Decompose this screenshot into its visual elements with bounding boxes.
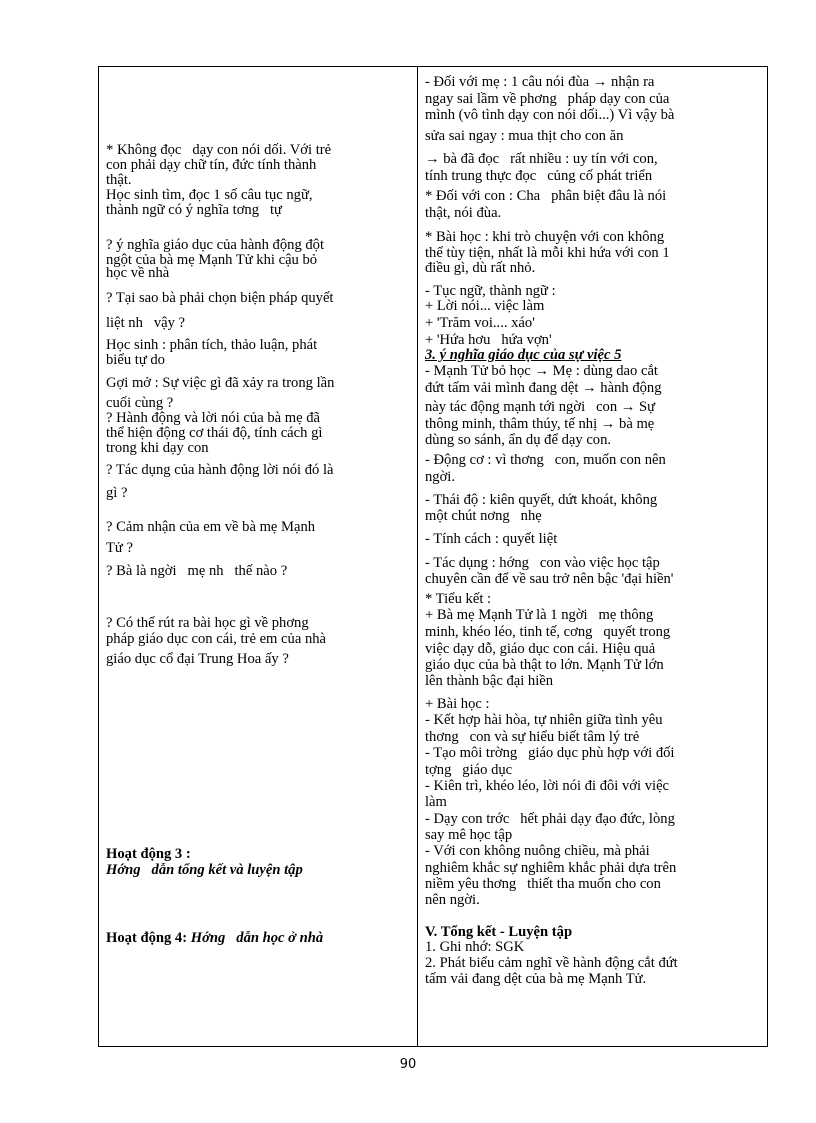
- right-column-line: - Dạy con trớc hết phải dạy đạo đức, lòng: [425, 811, 675, 827]
- right-column-line: * Bài học : khi trò chuyện với con không: [425, 229, 665, 245]
- left-column-line: biểu tự do: [106, 352, 165, 368]
- left-column-line: thành ngữ có ý nghĩa tơng tự: [106, 202, 282, 218]
- right-column-line: mình (vô tình dạy con nói dối...) Vì vậy bà: [425, 107, 675, 123]
- right-column-line: - Tục ngữ, thành ngữ :: [425, 283, 556, 299]
- right-column-line: thể tùy tiện, nhất là mỗi khi hứa với con 1: [425, 245, 670, 261]
- right-column-line: - Kiên trì, khéo léo, lời nói đi đôi với việc: [425, 778, 670, 794]
- left-column-line: thể hiện động cơ thái độ, tính cách gì: [106, 425, 323, 441]
- right-column-line: - Mạnh Tử bỏ học → Mẹ : dùng dao cắt: [425, 363, 658, 379]
- left-column-line: ? Tác dụng của hành động lời nói đó là: [106, 462, 334, 478]
- right-column-line: - Thái độ : kiên quyết, dứt khoát, không: [425, 492, 658, 508]
- right-column-line: giáo dục của bà thật to lớn. Mạnh Tử lớn: [425, 657, 664, 673]
- left-column-line: giáo dục cổ đại Trung Hoa ấy ?: [106, 651, 289, 667]
- right-column-line: * Tiểu kết :: [425, 591, 492, 607]
- left-column-line: Gợi mở : Sự việc gì đã xảy ra trong lần: [106, 375, 335, 391]
- right-column-line: việc dạy dỗ, giáo dục con cái. Hiệu quả: [425, 641, 656, 657]
- right-column-line: → bà đã đọc rất nhiều : uy tín với con,: [425, 151, 658, 167]
- left-column-line: ? Hành động và lời nói của bà mẹ đã: [106, 410, 320, 426]
- left-column-line: học về nhà: [106, 265, 170, 281]
- right-column-line: thông minh, thâm thúy, tế nhị → bà mẹ: [425, 416, 655, 432]
- right-column-line: chuyên cần để về sau trở nên bậc 'đại hiền': [425, 571, 674, 587]
- left-column-line: pháp giáo dục con cái, trẻ em của nhà: [106, 631, 327, 647]
- right-column-line: V. Tổng kết - Luyện tập: [425, 924, 573, 940]
- left-column-line: Học sinh : phân tích, thảo luận, phát: [106, 337, 318, 353]
- right-column-line: tợng giáo dục: [425, 762, 513, 778]
- right-column-line: + Lời nói... việc làm: [425, 298, 545, 314]
- left-column-line: ? Cảm nhận của em về bà mẹ Mạnh: [106, 519, 316, 535]
- right-column-line: nên ngời.: [425, 892, 480, 908]
- left-column-line: cuối cùng ?: [106, 395, 174, 411]
- right-column-line: - Tác dụng : hớng con vào việc học tập: [425, 555, 660, 571]
- right-column-line: - Kết hợp hài hòa, tự nhiên giữa tình yêu: [425, 712, 663, 728]
- left-column-line: ? Bà là ngời mẹ nh thế nào ?: [106, 563, 288, 579]
- right-column-line: niềm yêu thơng thiết tha muốn cho con: [425, 876, 661, 892]
- left-column-line: * Không đọc dạy con nói dối. Với trẻ: [106, 142, 332, 158]
- right-column-line: + 'Trăm voi.... xáo': [425, 315, 535, 331]
- right-column-line: làm: [425, 794, 447, 810]
- left-column-line: Học sinh tìm, đọc 1 số câu tục ngữ,: [106, 187, 313, 203]
- right-column-line: nghiêm khắc sự nghiêm khắc phải dựa trên: [425, 860, 677, 876]
- left-column-line: con phải dạy chữ tín, đức tính thành: [106, 157, 317, 173]
- right-column-line: đứt tấm vải mình đang dệt → hành động: [425, 380, 662, 396]
- right-column-line: lên thành bậc đại hiền: [425, 673, 554, 689]
- left-column-line: ngột của bà mẹ Mạnh Tử khi cậu bỏ: [106, 252, 318, 268]
- left-column-line: Hớng dẫn tổng kết và luyện tập: [106, 862, 303, 878]
- right-column-line: 1. Ghi nhớ: SGK: [425, 939, 525, 955]
- teacher-activity-column: [99, 67, 417, 1046]
- right-column-line: * Đối với con : Cha phân biệt đâu là nói: [425, 188, 667, 204]
- right-column-line: ngời.: [425, 469, 456, 485]
- left-column-line: liệt nh vậy ?: [106, 315, 186, 331]
- right-column-line: - Tạo môi trờng giáo dục phù hợp với đối: [425, 745, 675, 761]
- right-column-line: say mê học tập: [425, 827, 513, 843]
- right-column-line: - Đối với mẹ : 1 câu nói đùa → nhận ra: [425, 74, 655, 90]
- right-column-line: tấm vải đang dệt của bà mẹ Mạnh Tử.: [425, 971, 647, 987]
- right-column-line: tính trung thực đọc củng cố phát triển: [425, 168, 653, 184]
- lesson-content-column: [418, 67, 768, 1046]
- right-column-line: thơng con và sự hiểu biết tâm lý trẻ: [425, 729, 640, 745]
- left-column-line: ? Tại sao bà phải chọn biện pháp quyết: [106, 290, 334, 306]
- left-column-line: Hoạt động 4: Hớng dẫn học ở nhà: [106, 930, 324, 946]
- right-column-line: ngay sai lầm về phơng pháp dạy con của: [425, 91, 670, 107]
- right-column-line: 2. Phát biểu cảm nghĩ về hành động cắt đứt: [425, 955, 678, 971]
- left-column-line: ? Có thể rút ra bài học gì về phơng: [106, 615, 309, 631]
- right-column-line: + Bà mẹ Mạnh Tử là 1 ngời mẹ thông: [425, 607, 654, 623]
- right-column-line: dùng so sánh, ẩn dụ để dạy con.: [425, 432, 612, 448]
- right-column-line: này tác động mạnh tới ngời con → Sự: [425, 399, 656, 415]
- right-column-line: + 'Hứa hơu hứa vợn': [425, 332, 552, 348]
- right-column-line: thật, nói đùa.: [425, 205, 502, 221]
- left-column-line: Tử ?: [106, 540, 133, 556]
- right-column-line: sửa sai ngay : mua thịt cho con ăn: [425, 128, 624, 144]
- lesson-table: [98, 66, 768, 1047]
- left-column-line: thật.: [106, 172, 132, 188]
- right-column-line: - Với con không nuông chiều, mà phải: [425, 843, 650, 859]
- page-number: 90: [399, 1057, 417, 1072]
- right-column-line: - Tính cách : quyết liệt: [425, 531, 558, 547]
- right-column-line: một chút nơng nhẹ: [425, 508, 542, 524]
- right-column-line: + Bài học :: [425, 696, 490, 712]
- left-column-line: gì ?: [106, 485, 128, 501]
- right-column-line: minh, khéo léo, tinh tế, cơng quyết trong: [425, 624, 671, 640]
- right-column-line: 3. ý nghĩa giáo dục của sự việc 5: [425, 347, 622, 363]
- left-column-line: ? ý nghĩa giáo dục của hành động đột: [106, 237, 325, 253]
- right-column-line: điều gì, dù rất nhỏ.: [425, 260, 536, 276]
- left-column-line: Hoạt động 3 :: [106, 846, 191, 862]
- left-column-line: trong khi dạy con: [106, 440, 209, 456]
- right-column-line: - Động cơ : vì thơng con, muốn con nên: [425, 452, 666, 468]
